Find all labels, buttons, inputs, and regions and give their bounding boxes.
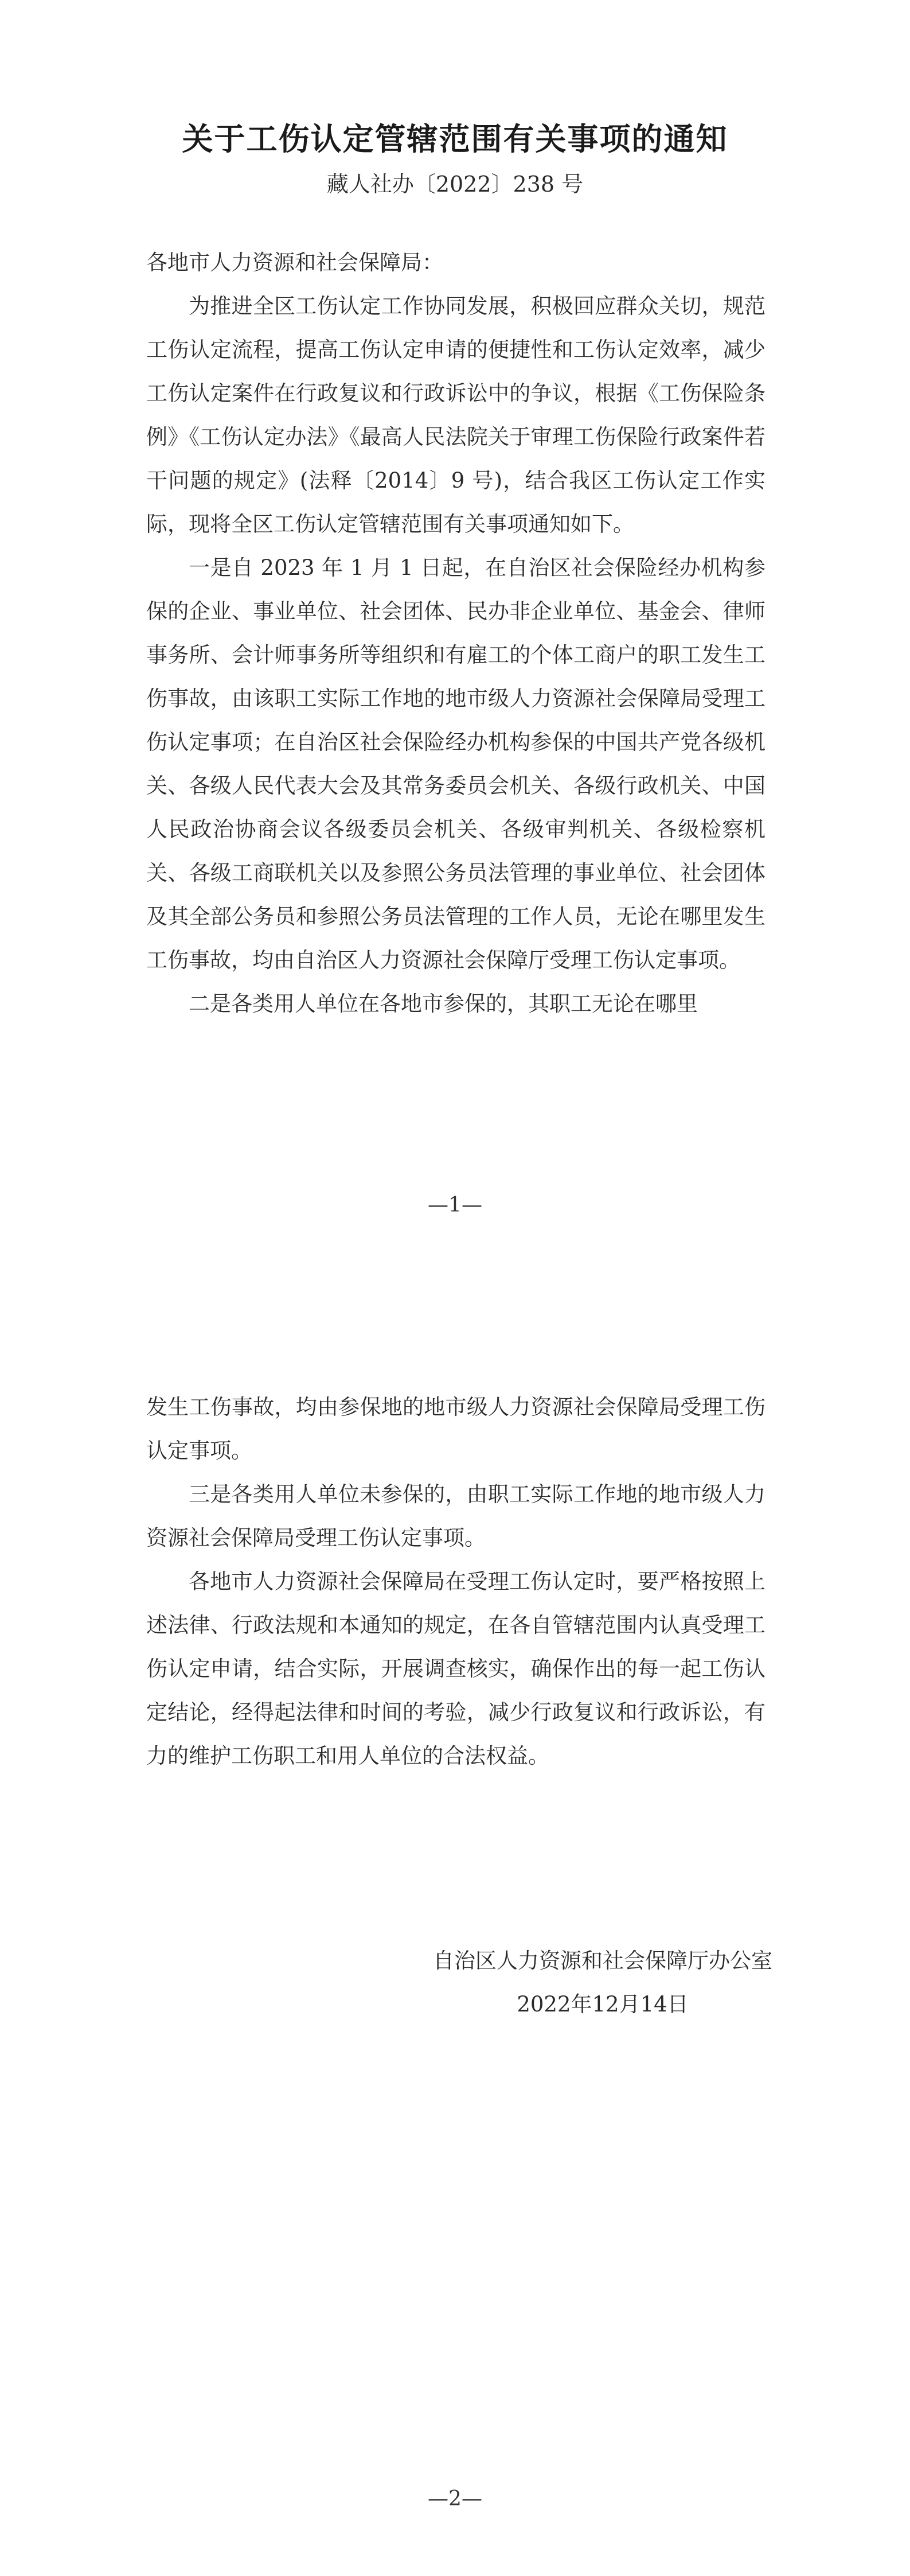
paragraph-item-three: 三是各类用人单位未参保的，由职工实际工作地的地市级人力资源社会保障局受理工伤认定事项。 bbox=[146, 1482, 766, 1550]
paragraph-item-two-start: 二是各类用人单位在各地市参保的，其职工无论在哪里 bbox=[189, 991, 698, 1016]
issuing-office: 自治区人力资源和社会保障厅办公室 bbox=[433, 1948, 772, 1973]
paragraph-intro: 为推进全区工伤认定工作协同发展，积极回应群众关切，规范工伤认定流程，提高工伤认定申请的便捷性和工伤认定效率，减少工伤认定案件在行政复议和行政诉讼中的争议，根据《工伤保险条例》《工伤认定办法》《最高人民法院关于审理工伤保险行政案件若干问题的规定》(法释〔2014〕9 号)，结合我区工伤认定工作实际，现将全区工伤认定管辖范围有关事项通知如下。 bbox=[146, 294, 766, 536]
document-title: 关于工伤认定管辖范围有关事项的通知 bbox=[182, 121, 728, 157]
page-1-body bbox=[146, 241, 766, 1026]
salutation: 各地市人力资源和社会保障局： bbox=[146, 250, 443, 275]
page-number: —1— bbox=[428, 1193, 482, 1217]
signature-block bbox=[433, 1939, 772, 2026]
paragraph-item-one: 一是自 2023 年 1 月 1 日起，在自治区社会保险经办机构参保的企业、事业单位、社会团体、民办非企业单位、基金会、律师事务所、会计师事务所等组织和有雇工的个体工商户的职工发生工伤事故，由该职工实际工作地的地市级人力资源社会保障局受理工伤认定事项；在自治区社会保险经办机构参保的中国共产党各级机关、各级人民代表大会及其常务委员会机关、各级行政机关、中国人民政治协商会议各级委员会机关、各级审判机关、各级检察机关、各级工商联机关以及参照公务员法管理的事业单位、社会团体及其全部公务员和参照公务员法管理的工作人员，无论在哪里发生工伤事故，均由自治区人力资源社会保障厅受理工伤认定事项。 bbox=[146, 555, 766, 972]
page-number: —2— bbox=[428, 2487, 482, 2511]
issue-date: 2022年12月14日 bbox=[517, 1992, 689, 2017]
paragraph-item-two-continued: 发生工伤事故，均由参保地的地市级人力资源社会保障局受理工伤认定事项。 bbox=[146, 1395, 766, 1463]
page-2-body bbox=[146, 1386, 766, 1778]
document-page-2 bbox=[0, 1288, 910, 2576]
document-number: 藏人社办〔2022〕238 号 bbox=[326, 172, 584, 197]
paragraph-requirements: 各地市人力资源社会保障局在受理工伤认定时，要严格按照上述法律、行政法规和本通知的规定，在各自管辖范围内认真受理工伤认定申请，结合实际，开展调查核实，确保作出的每一起工伤认定结论，经得起法律和时间的考验，减少行政复议和行政诉讼，有力的维护工伤职工和用人单位的合法权益。 bbox=[146, 1569, 766, 1768]
